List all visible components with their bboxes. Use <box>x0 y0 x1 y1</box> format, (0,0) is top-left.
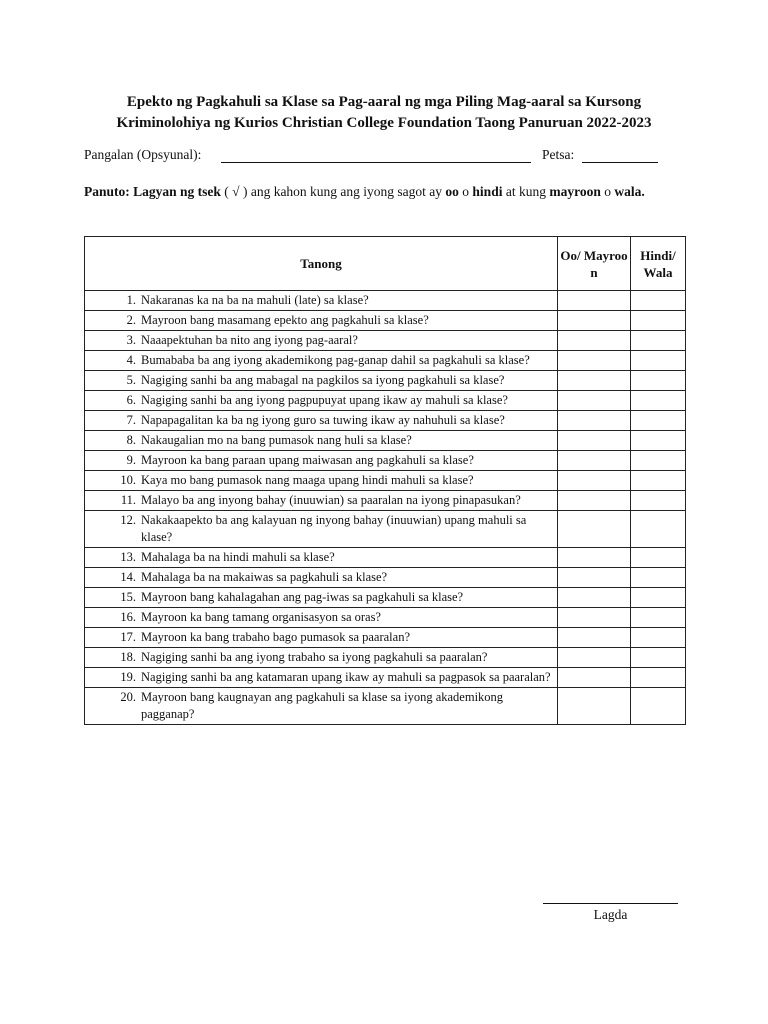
signature-line[interactable] <box>543 903 678 904</box>
no-checkbox-cell[interactable] <box>631 668 686 688</box>
yes-checkbox-cell[interactable] <box>558 688 631 725</box>
question-cell <box>85 568 558 588</box>
instructions-wala: wala. <box>614 184 645 199</box>
no-checkbox-cell[interactable] <box>631 431 686 451</box>
question-text: Napapagalitan ka ba ng iyong guro sa tuwing ikaw ay nahuhuli sa klase? <box>141 413 505 427</box>
no-checkbox-cell[interactable] <box>631 291 686 311</box>
question-text: Mahalaga ba na makaiwas sa pagkahuli sa klase? <box>141 570 388 584</box>
table-row <box>85 511 686 548</box>
title-line-1: Epekto ng Pagkahuli sa Klase sa Pag-aaral ng mga Piling Mag-aaral sa Kursong <box>126 94 642 110</box>
table-row <box>85 311 686 331</box>
table-header-row <box>85 237 686 291</box>
table-row <box>85 668 686 688</box>
question-cell <box>85 391 558 411</box>
name-field-line[interactable] <box>221 162 531 163</box>
question-number: 9. <box>126 453 136 467</box>
question-number: 18. <box>120 650 136 664</box>
question-cell <box>85 588 558 608</box>
instructions-bold: Lagyan ng tsek <box>133 184 221 199</box>
question-number: 2. <box>126 313 136 327</box>
no-checkbox-cell[interactable] <box>631 391 686 411</box>
table-row <box>85 411 686 431</box>
question-cell <box>85 688 558 725</box>
question-number: 4. <box>126 353 136 367</box>
yes-checkbox-cell[interactable] <box>558 548 631 568</box>
question-cell <box>85 451 558 471</box>
yes-checkbox-cell[interactable] <box>558 648 631 668</box>
question-text: Mayroon bang kaugnayan ang pagkahuli sa klase sa iyong akademikong pagganap? <box>141 690 504 721</box>
header-question: Tanong <box>85 237 558 291</box>
question-number: 10. <box>120 473 136 487</box>
question-cell <box>85 608 558 628</box>
table-row <box>85 291 686 311</box>
table-row <box>85 451 686 471</box>
no-checkbox-cell[interactable] <box>631 351 686 371</box>
yes-checkbox-cell[interactable] <box>558 311 631 331</box>
yes-checkbox-cell[interactable] <box>558 471 631 491</box>
yes-checkbox-cell[interactable] <box>558 371 631 391</box>
table-row <box>85 331 686 351</box>
no-checkbox-cell[interactable] <box>631 588 686 608</box>
yes-checkbox-cell[interactable] <box>558 568 631 588</box>
question-text: Mayroon bang kahalagahan ang pag-iwas sa pagkahuli sa klase? <box>141 590 464 604</box>
yes-checkbox-cell[interactable] <box>558 668 631 688</box>
question-number: 19. <box>120 670 136 684</box>
table-row <box>85 391 686 411</box>
question-text: Nagiging sanhi ba ang katamaran upang ikaw ay mahuli sa pagpasok sa paaralan? <box>141 670 551 684</box>
question-number: 1. <box>126 293 136 307</box>
question-number: 7. <box>126 413 136 427</box>
no-checkbox-cell[interactable] <box>631 568 686 588</box>
question-cell <box>85 511 558 548</box>
table-row <box>85 608 686 628</box>
question-cell <box>85 431 558 451</box>
signature-label: Lagda <box>593 907 628 922</box>
question-number: 16. <box>120 610 136 624</box>
question-number: 8. <box>126 433 136 447</box>
no-checkbox-cell[interactable] <box>631 688 686 725</box>
survey-table <box>84 236 686 725</box>
yes-checkbox-cell[interactable] <box>558 431 631 451</box>
question-text: Naaapektuhan ba nito ang iyong pag-aaral? <box>141 333 358 347</box>
instructions-hindi: hindi <box>472 184 503 199</box>
question-text: Mayroon bang masamang epekto ang pagkahuli sa klase? <box>141 313 429 327</box>
instructions-text-2: at kung <box>505 184 546 199</box>
yes-checkbox-cell[interactable] <box>558 511 631 548</box>
date-field-line[interactable] <box>582 162 658 163</box>
question-cell <box>85 291 558 311</box>
document-title <box>60 92 708 134</box>
no-checkbox-cell[interactable] <box>631 491 686 511</box>
question-cell <box>85 371 558 391</box>
title-line-2: Kriminolohiya ng Kurios Christian College Foundation Taong Panuruan 2022-2023 <box>116 115 652 131</box>
no-checkbox-cell[interactable] <box>631 608 686 628</box>
no-checkbox-cell[interactable] <box>631 628 686 648</box>
date-label: Petsa: <box>542 147 575 162</box>
yes-checkbox-cell[interactable] <box>558 291 631 311</box>
instructions <box>84 181 684 203</box>
no-checkbox-cell[interactable] <box>631 311 686 331</box>
question-cell <box>85 411 558 431</box>
question-number: 13. <box>120 550 136 564</box>
question-number: 6. <box>126 393 136 407</box>
instructions-label: Panuto: <box>84 184 130 199</box>
no-checkbox-cell[interactable] <box>631 548 686 568</box>
question-number: 14. <box>120 570 136 584</box>
table-row <box>85 431 686 451</box>
instructions-o-1: o <box>462 184 470 199</box>
yes-checkbox-cell[interactable] <box>558 331 631 351</box>
question-cell <box>85 491 558 511</box>
question-text: Malayo ba ang inyong bahay (inuuwian) sa paaralan na iyong pinapasukan? <box>141 493 521 507</box>
no-checkbox-cell[interactable] <box>631 511 686 548</box>
yes-checkbox-cell[interactable] <box>558 411 631 431</box>
question-text: Mayroon ka bang paraan upang maiwasan ang pagkahuli sa klase? <box>141 453 474 467</box>
question-number: 5. <box>126 373 136 387</box>
no-checkbox-cell[interactable] <box>631 451 686 471</box>
question-text: Mayroon ka bang tamang organisasyon sa oras? <box>141 610 381 624</box>
no-checkbox-cell[interactable] <box>631 471 686 491</box>
question-text: Kaya mo bang pumasok nang maaga upang hindi mahuli sa klase? <box>141 473 474 487</box>
no-checkbox-cell[interactable] <box>631 411 686 431</box>
question-text: Nakaranas ka na ba na mahuli (late) sa klase? <box>141 293 369 307</box>
question-cell <box>85 331 558 351</box>
question-text: Nagiging sanhi ba ang iyong pagpupuyat upang ikaw ay mahuli sa klase? <box>141 393 508 407</box>
question-text: Mayroon ka bang trabaho bago pumasok sa paaralan? <box>141 630 411 644</box>
question-number: 11. <box>120 493 136 507</box>
question-cell <box>85 311 558 331</box>
yes-checkbox-cell[interactable] <box>558 351 631 371</box>
question-cell <box>85 628 558 648</box>
table-row <box>85 688 686 725</box>
yes-checkbox-cell[interactable] <box>558 491 631 511</box>
table-row <box>85 351 686 371</box>
check-symbol: ( √ ) <box>224 184 248 199</box>
question-text: Nakaugalian mo na bang pumasok nang huli sa klase? <box>141 433 412 447</box>
instructions-oo: oo <box>445 184 459 199</box>
question-text: Nagiging sanhi ba ang mabagal na pagkilos sa iyong pagkahuli sa klase? <box>141 373 505 387</box>
table-row <box>85 548 686 568</box>
table-row <box>85 568 686 588</box>
name-label: Pangalan (Opsyunal): <box>84 147 202 162</box>
question-text: Mahalaga ba na hindi mahuli sa klase? <box>141 550 335 564</box>
question-number: 17. <box>120 630 136 644</box>
question-cell <box>85 668 558 688</box>
instructions-text-1: ang kahon kung ang iyong sagot ay <box>250 184 443 199</box>
question-cell <box>85 351 558 371</box>
table-row <box>85 471 686 491</box>
no-checkbox-cell[interactable] <box>631 331 686 351</box>
yes-checkbox-cell[interactable] <box>558 451 631 471</box>
instructions-o-2: o <box>604 184 611 199</box>
question-number: 15. <box>120 590 136 604</box>
no-checkbox-cell[interactable] <box>631 648 686 668</box>
yes-checkbox-cell[interactable] <box>558 628 631 648</box>
table-row <box>85 371 686 391</box>
question-cell <box>85 471 558 491</box>
question-number: 3. <box>126 333 136 347</box>
table-row <box>85 628 686 648</box>
question-text: Nagiging sanhi ba ang iyong trabaho sa iyong pagkahuli sa paaralan? <box>141 650 488 664</box>
no-checkbox-cell[interactable] <box>631 371 686 391</box>
question-number: 12. <box>120 513 136 527</box>
header-no: Hindi/ Wala <box>631 237 686 291</box>
question-text: Nakakaapekto ba ang kalayuan ng inyong bahay (inuuwian) upang mahuli sa klase? <box>141 513 527 544</box>
yes-checkbox-cell[interactable] <box>558 608 631 628</box>
instructions-mayroon: mayroon <box>549 184 601 199</box>
question-text: Bumababa ba ang iyong akademikong pag-ganap dahil sa pagkahuli sa klase? <box>141 353 530 367</box>
table-row <box>85 648 686 668</box>
table-row <box>85 491 686 511</box>
question-cell <box>85 648 558 668</box>
yes-checkbox-cell[interactable] <box>558 391 631 411</box>
header-yes: Oo/ Mayroo n <box>558 237 631 291</box>
yes-checkbox-cell[interactable] <box>558 588 631 608</box>
question-cell <box>85 548 558 568</box>
table-row <box>85 588 686 608</box>
question-number: 20. <box>120 690 136 704</box>
